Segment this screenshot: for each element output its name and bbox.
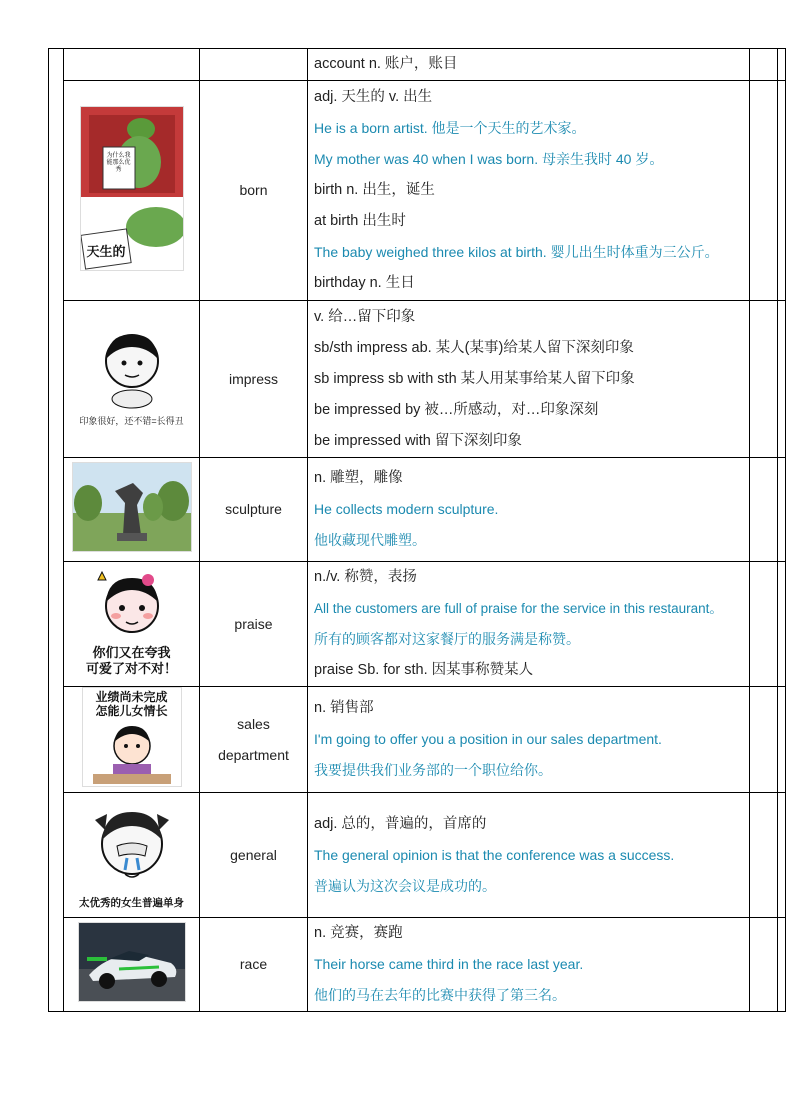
- image-caption: 业绩尚未完成 怎能儿女情长: [95, 690, 168, 718]
- blank-cell: [750, 918, 786, 1012]
- praise-meme-image: [76, 570, 188, 677]
- table-row: [64, 562, 786, 687]
- definition-cell: [308, 81, 750, 301]
- image-cell: [64, 301, 200, 458]
- table-row: [64, 687, 786, 793]
- image-caption: 太优秀的女生普遍单身: [79, 896, 184, 909]
- image-text: 天生的: [86, 243, 126, 259]
- definition-line: at birth 出生时: [314, 213, 406, 229]
- definition-line: birthday n. 生日: [314, 275, 415, 291]
- definition-line: n./v. 称赞，表扬: [314, 569, 417, 585]
- vocab-word: general: [230, 846, 277, 863]
- definition-line: sb/sth impress ab. 某人(某事)给某人留下深刻印象: [314, 339, 634, 356]
- definition-line: be impressed by 被…所感动，对…印象深刻: [314, 401, 599, 418]
- vocab-word: sculpture: [225, 501, 282, 517]
- blank-cell: [750, 458, 786, 562]
- sales-meme-image: [82, 687, 182, 787]
- blank-cell: [750, 562, 786, 687]
- example-line: He is a born artist. 他是一个天生的艺术家。: [314, 120, 586, 136]
- blank-cell: [750, 687, 786, 793]
- blank-cell: [750, 81, 786, 301]
- word-cell: [200, 918, 308, 1012]
- word-cell: [200, 301, 308, 458]
- vocabulary-table: [63, 48, 786, 1012]
- example-line: The general opinion is that the conference was a success.: [314, 846, 675, 863]
- definition-line: n. 销售部: [314, 700, 374, 716]
- vocab-word-line2: department: [218, 746, 289, 763]
- vocab-word: praise: [234, 615, 273, 632]
- word-cell: [200, 793, 308, 918]
- vocab-word: impress: [228, 370, 278, 387]
- image-caption: 印象很好，还不错=长得丑: [79, 416, 184, 426]
- example-line: 所有的顾客都对这家餐厅的服务满是称赞。: [314, 631, 580, 647]
- word-cell: [200, 49, 308, 81]
- definition-cell: [308, 49, 750, 81]
- definition-cell: [308, 687, 750, 793]
- image-caption: 你们又在夸我 可爱了对不对！: [85, 645, 177, 676]
- crying-girl-meme-image: [71, 800, 193, 910]
- image-cell: [64, 49, 200, 81]
- definition-cell: [308, 562, 750, 687]
- vocab-word: race: [239, 956, 268, 972]
- table-row: [64, 81, 786, 301]
- example-line: 普遍认为这次会议是成功的。: [314, 877, 496, 894]
- table-row: [64, 918, 786, 1012]
- table-row: [64, 49, 786, 81]
- definition-cell: [308, 458, 750, 562]
- frame-left-line: [48, 48, 49, 1012]
- definition-line: birth n. 出生，诞生: [314, 182, 435, 198]
- blank-cell: [750, 793, 786, 918]
- definition-line: adj. 天生的 v. 出生: [314, 89, 433, 105]
- example-line: The baby weighed three kilos at birth. 婴儿出生时体重为三公斤。: [314, 244, 719, 260]
- definition-line: praise Sb. for sth. 因某事称赞某人: [314, 662, 534, 678]
- definition-line: sb impress sb with sth 某人用某事给某人留下印象: [314, 370, 635, 387]
- example-line: My mother was 40 when I was born. 母亲生我时 40 岁。: [314, 151, 664, 167]
- frog-meme-born-image: [80, 106, 184, 271]
- example-line: He collects modern sculpture.: [314, 501, 499, 517]
- frame-top-line: [48, 48, 64, 49]
- image-cell: [64, 458, 200, 562]
- definition-cell: [308, 301, 750, 458]
- table-row: [64, 793, 786, 918]
- definition-cell: [308, 918, 750, 1012]
- word-cell: [200, 458, 308, 562]
- example-line: Their horse came third in the race last year.: [314, 956, 584, 972]
- image-cell: [64, 793, 200, 918]
- vocab-word: born: [239, 182, 268, 198]
- definition-line: v. 给…留下印象: [314, 308, 416, 325]
- definition-line: n. 雕塑，雕像: [314, 470, 403, 486]
- word-cell: [200, 687, 308, 793]
- vocab-word: sales: [237, 715, 270, 732]
- definition-line: adj. 总的，普遍的，首席的: [314, 815, 487, 832]
- definition-cell: [308, 793, 750, 918]
- blank-cell: [750, 301, 786, 458]
- example-line: All the customers are full of praise for the service in this restaurant。: [314, 601, 723, 616]
- example-line: 他收藏现代雕塑。: [314, 532, 426, 548]
- example-line: I'm going to offer you a position in our sales department.: [314, 731, 662, 747]
- image-cell: [64, 918, 200, 1012]
- example-line: 我要提供我们业务部的一个职位给你。: [314, 762, 552, 778]
- word-cell: [200, 562, 308, 687]
- image-cell: [64, 562, 200, 687]
- definition-line: account n. 账户，账目: [314, 56, 458, 72]
- image-text: 为什么我能那么优秀: [106, 152, 131, 173]
- sculpture-photo: [72, 462, 192, 552]
- example-line: 他们的马在去年的比赛中获得了第三名。: [314, 987, 566, 1003]
- table-row: [64, 458, 786, 562]
- race-car-photo: [78, 922, 186, 1002]
- table-row: [64, 301, 786, 458]
- thinking-meme-image: [77, 329, 187, 427]
- blank-cell: [750, 49, 786, 81]
- image-cell: [64, 687, 200, 793]
- definition-line: be impressed with 留下深刻印象: [314, 432, 522, 449]
- image-cell: [64, 81, 200, 301]
- word-cell: [200, 81, 308, 301]
- definition-line: n. 竞赛，赛跑: [314, 925, 403, 941]
